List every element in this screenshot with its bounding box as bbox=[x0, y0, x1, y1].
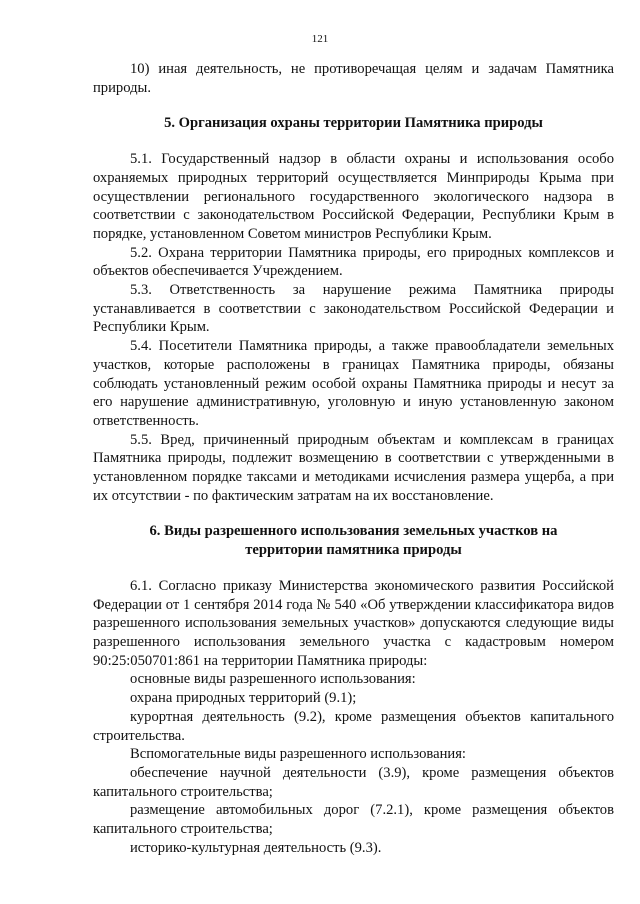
aux-use-item: размещение автомобильных дорог (7.2.1), кроме размещения объектов капитального строительства; bbox=[93, 802, 614, 838]
section-5-heading: 5. Организация охраны территории Памятника природы bbox=[164, 115, 543, 132]
paragraph-6-1: 6.1. Согласно приказу Министерства экономического развития Российской Федерации от 1 сентября 2014 года № 540 «Об утверждении классификатора видов разрешенного использования земельных участков» допускаются следующие виды разрешенного использования земельного участка с кадастровым номером 90:25:050701:861 на территории Памятника природы: bbox=[93, 577, 614, 669]
section-6-heading-line-1: 6. Виды разрешенного использования земельных участков на bbox=[149, 523, 558, 540]
page-number: 121 bbox=[311, 33, 329, 45]
aux-uses-label: Вспомогательные виды разрешенного использования: bbox=[130, 746, 466, 763]
aux-use-item: обеспечение научной деятельности (3.9), кроме размещения объектов капитального строительства; bbox=[93, 764, 614, 800]
paragraph-5-2: 5.2. Охрана территории Памятника природы, его природных комплексов и объектов обеспечивается Учреждением. bbox=[93, 244, 614, 280]
main-use-item: охрана природных территорий (9.1); bbox=[130, 690, 357, 707]
paragraph-5-1: 5.1. Государственный надзор в области охраны и использования особо охраняемых природных территорий осуществляется Минприроды Крыма при осуществлении регионального государственного экологического надзора в соответствии с законодательством Российской Федерации, Республики Крым в порядке, установленном Советом министров Республики Крым. bbox=[93, 151, 614, 242]
intro-item: 10) иная деятельность, не противоречащая целям и задачам Памятника природы. bbox=[93, 61, 614, 96]
main-use-item: курортная деятельность (9.2), кроме размещения объектов капитального строительства. bbox=[93, 708, 614, 744]
document-body bbox=[93, 60, 614, 857]
paragraph-5-3: 5.3. Ответственность за нарушение режима Памятника природы устанавливается в соответствии с законодательством Российской Федерации и Республики Крым. bbox=[93, 282, 614, 336]
section-6-heading bbox=[93, 522, 614, 559]
paragraph-5-5: 5.5. Вред, причиненный природным объектам и комплексам в границах Памятника природы, подлежит возмещению в соответствии с утвержденными в установленном порядке таксами и методиками исчисления размера ущерба, а при их отсутствии - по фактическим затратам на их восстановление. bbox=[93, 431, 614, 504]
paragraph-5-4: 5.4. Посетители Памятника природы, а также правообладатели земельных участков, которые расположены в границах Памятника природы, обязаны соблюдать установленный режим особой охраны Памятника природы и несут за его нарушение административную, уголовную и иную установленную законом ответственность. bbox=[93, 338, 614, 429]
aux-use-item: историко-культурная деятельность (9.3). bbox=[130, 839, 382, 856]
main-uses-label: основные виды разрешенного использования: bbox=[130, 671, 416, 688]
section-6-heading-line-2: территории памятника природы bbox=[245, 542, 462, 559]
